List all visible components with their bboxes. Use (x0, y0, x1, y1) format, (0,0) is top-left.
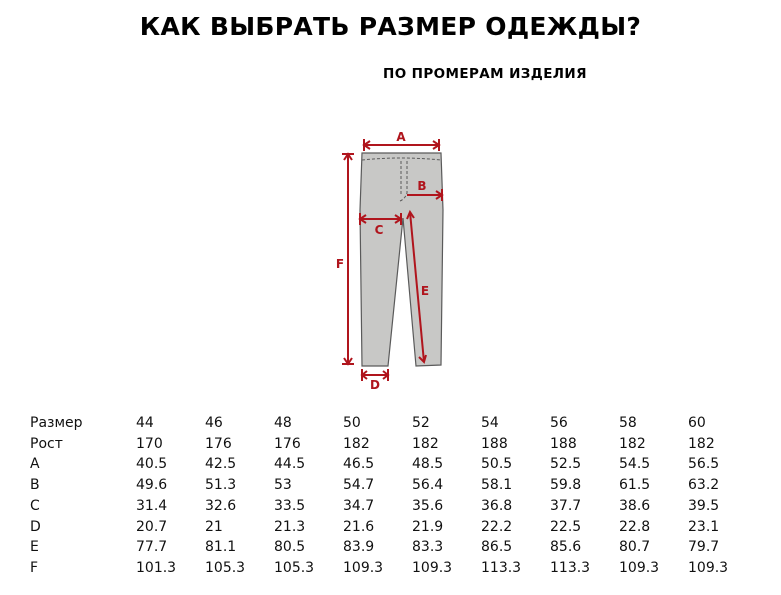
table-cell: 182 (619, 435, 646, 452)
table-cell: 22.5 (550, 518, 582, 535)
table-cell: 50.5 (481, 456, 513, 473)
table-cell: 48 (274, 415, 292, 431)
table-cell: 54.5 (619, 456, 651, 473)
table-cell: 188 (481, 435, 508, 452)
table-cell: 37.7 (550, 497, 582, 514)
table-cell: 49.6 (136, 477, 168, 494)
table-row (26, 558, 748, 579)
row-label: Рост (30, 435, 63, 452)
table-cell: 52.5 (550, 456, 582, 473)
table-row (26, 517, 748, 538)
table-cell: 109.3 (619, 559, 660, 576)
row-label: F (30, 559, 39, 576)
page-title: КАК ВЫБРАТЬ РАЗМЕР ОДЕЖДЫ? (139, 12, 642, 41)
table-cell: 32.6 (205, 497, 237, 514)
table-cell: 46 (205, 415, 223, 431)
table-cell: 176 (205, 435, 232, 452)
table-cell: 56.5 (688, 456, 720, 473)
table-cell: 182 (412, 435, 439, 452)
table-cell: 51.3 (205, 477, 237, 494)
row-label: A (30, 456, 40, 473)
table-cell: 23.1 (688, 518, 720, 535)
measure-label-e: E (420, 284, 430, 298)
table-cell: 113.3 (481, 559, 522, 576)
table-cell: 36.8 (481, 497, 513, 514)
row-label: E (30, 539, 39, 556)
table-cell: 85.6 (550, 539, 582, 556)
table-cell: 61.5 (619, 477, 651, 494)
table-cell: 182 (343, 435, 370, 452)
measure-label-b: B (417, 179, 427, 193)
table-cell: 21.9 (412, 518, 444, 535)
table-cell: 77.7 (136, 539, 168, 556)
pants-garment (360, 153, 443, 366)
table-cell: 54 (481, 415, 499, 431)
table-cell: 50 (343, 415, 361, 431)
table-cell: 182 (688, 435, 715, 452)
table-cell: 79.7 (688, 539, 720, 556)
table-cell: 21 (205, 518, 223, 535)
table-cell: 80.7 (619, 539, 651, 556)
row-label: B (30, 477, 40, 494)
table-row (26, 475, 748, 496)
table-cell: 34.7 (343, 497, 375, 514)
table-cell: 80.5 (274, 539, 306, 556)
table-cell: 105.3 (205, 559, 246, 576)
table-cell: 105.3 (274, 559, 315, 576)
table-cell: 81.1 (205, 539, 237, 556)
table-cell: 39.5 (688, 497, 720, 514)
table-cell: 44 (136, 415, 154, 431)
table-cell: 60 (688, 415, 706, 431)
table-cell: 83.3 (412, 539, 444, 556)
page-subtitle: ПО ПРОМЕРАМ ИЗДЕЛИЯ (383, 66, 587, 82)
table-row (26, 496, 748, 517)
table-cell: 109.3 (688, 559, 729, 576)
table-row (26, 454, 748, 475)
table-cell: 58 (619, 415, 637, 431)
table-cell: 59.8 (550, 477, 582, 494)
table-row (26, 413, 748, 434)
size-table (26, 413, 748, 579)
table-cell: 54.7 (343, 477, 375, 494)
table-cell: 46.5 (343, 456, 375, 473)
table-cell: 48.5 (412, 456, 444, 473)
table-row (26, 434, 748, 455)
table-cell: 109.3 (412, 559, 453, 576)
table-cell: 58.1 (481, 477, 513, 494)
table-cell: 109.3 (343, 559, 384, 576)
pants-measurement-diagram (320, 120, 460, 395)
table-cell: 188 (550, 435, 577, 452)
table-cell: 101.3 (136, 559, 177, 576)
table-cell: 22.8 (619, 518, 651, 535)
table-cell: 40.5 (136, 456, 168, 473)
table-cell: 86.5 (481, 539, 513, 556)
table-cell: 83.9 (343, 539, 375, 556)
table-cell: 176 (274, 435, 301, 452)
table-cell: 42.5 (205, 456, 237, 473)
measure-label-d: D (370, 378, 380, 392)
table-cell: 113.3 (550, 559, 591, 576)
measure-label-f: F (335, 257, 345, 271)
table-cell: 52 (412, 415, 430, 431)
measure-label-c: C (374, 223, 384, 237)
table-cell: 21.6 (343, 518, 375, 535)
table-cell: 53 (274, 477, 292, 494)
table-cell: 31.4 (136, 497, 168, 514)
table-cell: 22.2 (481, 518, 513, 535)
row-label: Размер (30, 415, 83, 431)
table-cell: 170 (136, 435, 163, 452)
row-label: D (30, 518, 41, 535)
table-cell: 56.4 (412, 477, 444, 494)
table-row (26, 537, 748, 558)
table-cell: 44.5 (274, 456, 306, 473)
row-label: C (30, 497, 40, 514)
table-cell: 38.6 (619, 497, 651, 514)
table-cell: 35.6 (412, 497, 444, 514)
table-cell: 21.3 (274, 518, 306, 535)
table-cell: 20.7 (136, 518, 168, 535)
measure-label-a: A (396, 130, 406, 144)
table-cell: 33.5 (274, 497, 306, 514)
table-cell: 63.2 (688, 477, 720, 494)
table-cell: 56 (550, 415, 568, 431)
